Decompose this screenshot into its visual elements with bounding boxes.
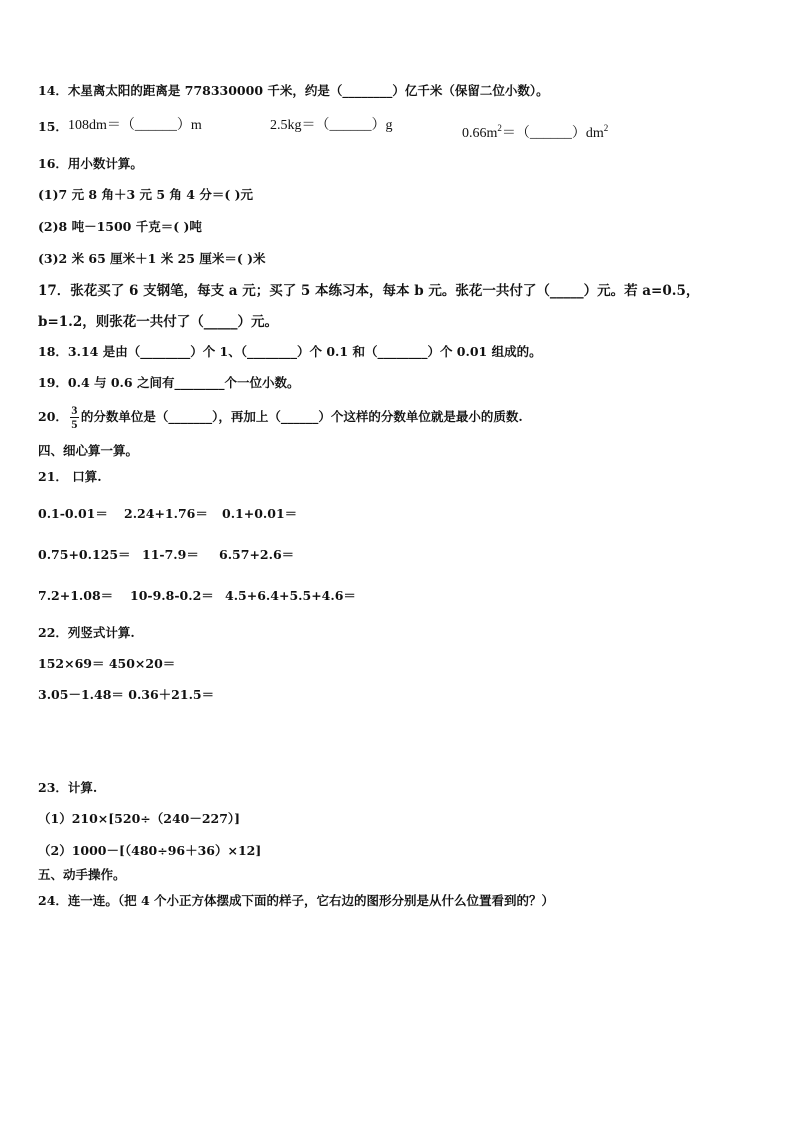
oral-item: 7.2+1.08＝	[38, 588, 114, 603]
oral-item: 0.1-0.01＝	[38, 506, 108, 521]
fraction-denominator: 5	[71, 417, 78, 431]
question-15-part-b: 2.5kg＝（______）g	[270, 118, 393, 133]
fraction-numerator: 3	[71, 403, 78, 417]
question-14: 14．木星离太阳的距离是 778330000 千米，约是（________）亿千米（保留二位小数）。	[38, 83, 549, 98]
question-15-part-a: 108dm＝（______）m	[68, 118, 202, 133]
question-24: 24．连一连。（把 4 个小正方体摆成下面的样子，它右边的图形分别是从什么位置看到的？）	[38, 893, 555, 908]
section-5-title: 五、动手操作。	[38, 867, 126, 882]
question-20-number: 20．	[38, 409, 68, 424]
question-15-number: 15．	[38, 119, 68, 134]
question-16-title: 16．用小数计算。	[38, 156, 143, 171]
question-16-part-1: (1)7 元 8 角＋3 元 5 角 4 分＝( )元	[38, 187, 254, 202]
question-23-title: 23．计算.	[38, 780, 98, 795]
question-15	[38, 118, 68, 136]
oral-row-2	[38, 546, 738, 564]
oral-item: 10-9.8-0.2＝	[130, 588, 214, 603]
oral-item: 11-7.9＝	[142, 547, 199, 562]
question-21-title: 21． 口算.	[38, 469, 102, 484]
question-15-part-c-mid: ＝（______）dm	[501, 126, 604, 141]
fraction-three-fifths	[70, 404, 79, 431]
oral-row-3	[38, 587, 738, 605]
question-15-part-c-sup2: 2	[603, 123, 609, 133]
oral-item: 4.5+6.4+5.5+4.6＝	[225, 588, 356, 603]
oral-item: 0.75+0.125＝	[38, 547, 131, 562]
oral-item: 2.24+1.76＝	[124, 506, 208, 521]
question-22-title: 22．列竖式计算.	[38, 625, 135, 640]
question-22-row-2: 3.05－1.48＝ 0.36＋21.5＝	[38, 687, 215, 702]
question-16-part-2: (2)8 吨－1500 千克＝( )吨	[38, 219, 202, 234]
question-23-part-1: （1）210×[520÷（240－227）]	[38, 811, 241, 826]
question-16-part-3: (3)2 米 65 厘米＋1 米 25 厘米＝( )米	[38, 251, 266, 266]
question-22-row-1: 152×69＝ 450×20＝	[38, 656, 176, 671]
question-15-part-c	[462, 119, 608, 143]
question-17-line-2: b=1.2，则张花一共付了（_____）元。	[38, 314, 278, 330]
question-20	[38, 403, 523, 431]
question-20-text: 的分数单位是（_______），再加上（______）个这样的分数单位就是最小的质数.	[80, 409, 523, 424]
question-18: 18．3.14 是由（________）个 1、（________）个 0.1 和（________）个 0.01 组成的。	[38, 344, 542, 359]
oral-item: 6.57+2.6＝	[219, 547, 295, 562]
question-23-part-2: （2）1000－[（480÷96＋36）×12]	[38, 843, 262, 858]
question-19: 19．0.4 与 0.6 之间有________个一位小数。	[38, 375, 300, 390]
oral-item: 0.1+0.01＝	[222, 506, 298, 521]
question-17-line-1: 17．张花买了 6 支钢笔，每支 a 元；买了 5 本练习本，每本 b 元。张花一共付了（_____）元。若 a=0.5，	[38, 283, 700, 299]
question-15-part-c-sup: 2	[497, 123, 502, 133]
oral-row-1	[38, 505, 738, 523]
section-4-title: 四、细心算一算。	[38, 443, 139, 458]
question-15-part-c-pre: 0.66m	[462, 126, 498, 141]
